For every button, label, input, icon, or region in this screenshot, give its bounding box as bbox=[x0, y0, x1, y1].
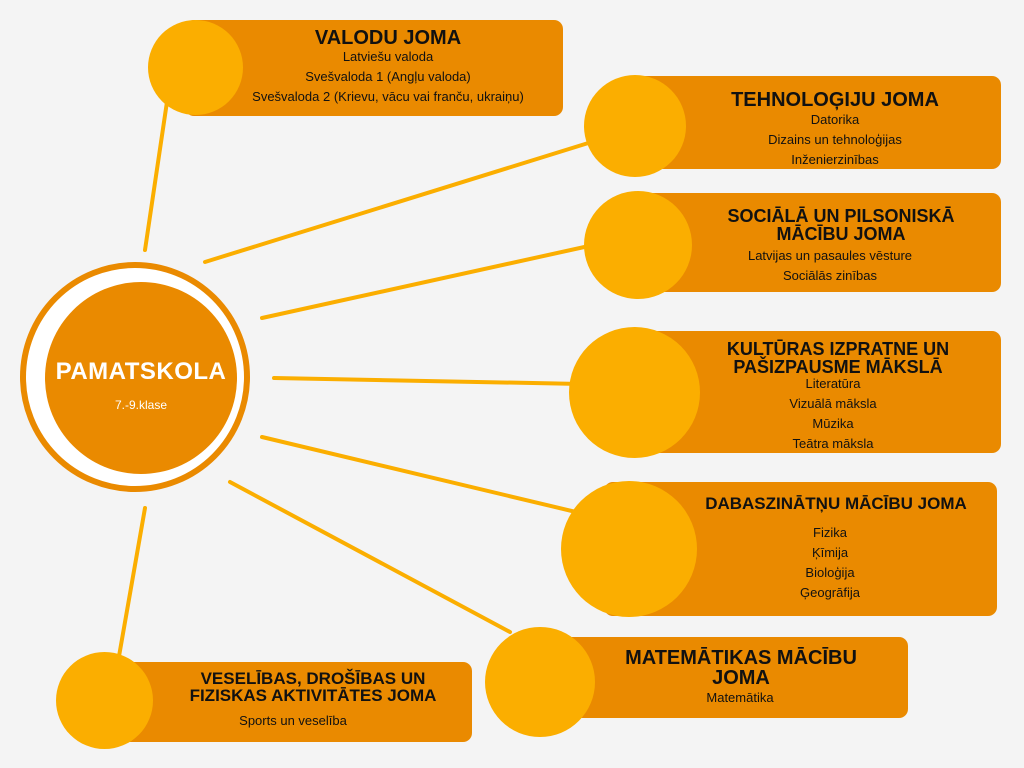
domain-item: Datorika bbox=[810, 112, 860, 127]
domain-items-valodu bbox=[228, 47, 548, 107]
domain-title-line: KULTŪRAS IZPRATNE UN bbox=[726, 339, 950, 359]
domain-title-valodu: VALODU JOMA bbox=[314, 27, 462, 49]
connector-socialas bbox=[262, 244, 598, 318]
domain-items-veselibas bbox=[208, 711, 378, 731]
domain-item: Matemātika bbox=[706, 690, 774, 705]
domain-circle-matematikas bbox=[485, 627, 595, 737]
domain-item: Svešvaloda 1 (Angļu valoda) bbox=[305, 69, 471, 84]
connector-dabaszinatnu bbox=[262, 437, 576, 512]
domain-item: Bioloģija bbox=[805, 565, 855, 580]
domain-title-dabaszinatnu: DABASZINĀTŅU MĀCĪBU JOMA bbox=[705, 494, 967, 513]
connector-matematikas bbox=[230, 482, 510, 632]
connector-veselibas bbox=[118, 508, 145, 662]
domain-item: Dizains un tehnoloģijas bbox=[768, 132, 902, 147]
domain-circle-tehnologiju bbox=[584, 75, 686, 177]
domain-circle-kulturas bbox=[569, 327, 700, 458]
domain-title-line: SOCIĀLĀ UN PILSONISKĀ bbox=[727, 206, 955, 226]
domain-title-tehnologiju: TEHNOLOĢIJU JOMA bbox=[731, 89, 939, 111]
domain-item: Sports un veselība bbox=[239, 713, 347, 728]
domain-item: Sociālās zinības bbox=[783, 268, 877, 283]
domain-item: Fizika bbox=[813, 525, 847, 540]
connector-tehnologiju bbox=[205, 140, 598, 262]
domain-title-line: VESELĪBAS, DROŠĪBAS UN bbox=[200, 669, 426, 688]
domain-circle-veselibas bbox=[56, 652, 153, 749]
domain-circle-dabaszinatnu bbox=[561, 481, 697, 617]
domain-items-dabaszinatnu bbox=[730, 523, 930, 603]
domain-item: Ķīmija bbox=[811, 545, 849, 560]
domain-title-line: FIZISKAS AKTIVITĀTES JOMA bbox=[189, 686, 437, 705]
domain-item: Teātra māksla bbox=[792, 436, 874, 451]
domain-title-kulturas bbox=[690, 340, 986, 376]
domain-items-tehnologiju bbox=[700, 110, 970, 170]
domain-title-line: JOMA bbox=[712, 667, 770, 689]
domain-title-socialas bbox=[686, 207, 996, 243]
domain-title-line: MATEMĀTIKAS MĀCĪBU bbox=[625, 647, 857, 669]
domain-item: Ģeogrāfija bbox=[800, 585, 860, 600]
domain-title-line: MĀCĪBU JOMA bbox=[776, 224, 906, 244]
domain-items-matematikas bbox=[650, 688, 830, 708]
domain-item: Svešvaloda 2 (Krievu, vācu vai franču, ukraiņu) bbox=[252, 89, 524, 104]
domain-title-veselibas bbox=[158, 670, 468, 704]
domain-title-matematikas bbox=[596, 648, 886, 688]
center-node-subtitle: 7.-9.klase bbox=[114, 398, 168, 412]
domain-item: Latvijas un pasaules vēsture bbox=[747, 248, 913, 263]
connector-kulturas bbox=[274, 378, 582, 384]
domain-item: Vizuālā māksla bbox=[789, 396, 877, 411]
domain-item: Latviešu valoda bbox=[342, 49, 434, 64]
domain-item: Literatūra bbox=[805, 376, 861, 391]
connector-valodu bbox=[145, 95, 168, 250]
domain-item: Inženierzinības bbox=[791, 152, 879, 167]
domain-items-socialas bbox=[700, 246, 960, 286]
domain-item: Mūzika bbox=[812, 416, 854, 431]
center-node-title: PAMATSKOLA bbox=[55, 358, 227, 385]
domain-circle-socialas bbox=[584, 191, 692, 299]
domain-items-kulturas bbox=[733, 374, 933, 454]
domain-title-line: PAŠIZPAUSME MĀKSLĀ bbox=[733, 357, 943, 377]
